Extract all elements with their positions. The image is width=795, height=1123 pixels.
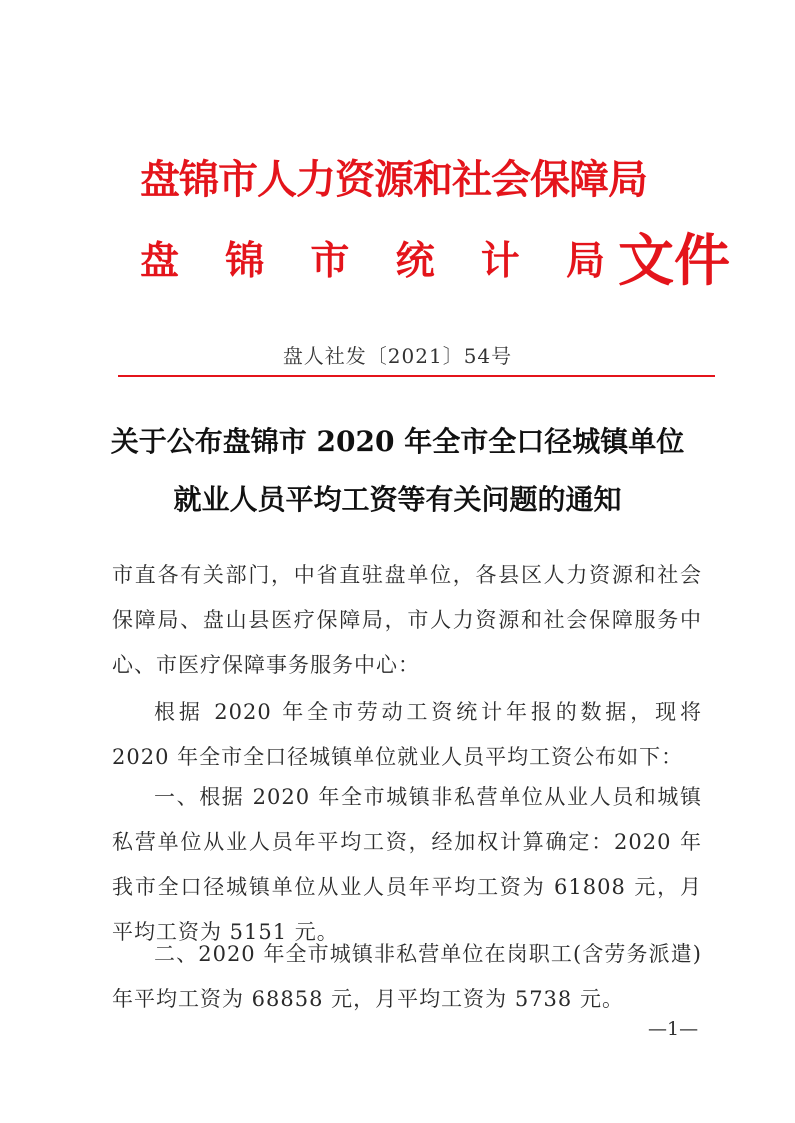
title-line-2: 就业人员平均工资等有关问题的通知 (173, 483, 622, 516)
paragraph-2 (112, 775, 702, 955)
issuer-char: 市 (310, 239, 350, 284)
page-number: —1— (648, 1018, 699, 1040)
document-number: 盘人社发〔2021〕54号 (282, 344, 513, 368)
issuer-char: 局 (565, 239, 605, 284)
red-divider (118, 375, 715, 377)
paragraph-3-text: 二、2020 年全市城镇非私营单位在岗职工(含劳务派遣)年平均工资为 68858 元，月平均工资为 5738 元。 (112, 942, 702, 1011)
paragraph-1 (112, 690, 702, 780)
issuer-line-1: 盘锦市人力资源和社会保障局 (140, 157, 647, 203)
title-line-1: 关于公布盘锦市 2020 年全市全口径城镇单位 (110, 425, 685, 458)
issuer-char: 计 (480, 239, 520, 284)
paragraph-3 (112, 932, 702, 1022)
issuer-line-2 (140, 230, 740, 294)
issuer-char: 锦 (225, 239, 265, 284)
addressee-text: 市直各有关部门，中省直驻盘单位，各县区人力资源和社会保障局、盘山县医疗保障局，市人力资源和社会保障服务中心、市医疗保障事务服务中心： (112, 563, 702, 677)
document-suffix: 文件 (618, 229, 730, 294)
paragraph-2-text: 一、根据 2020 年全市城镇非私营单位从业人员和城镇私营单位从业人员年平均工资，经加权计算确定：2020 年我市全口径城镇单位从业人员年平均工资为 61808 元，月平均工资为 5151 元。 (112, 785, 702, 944)
issuer-char: 盘 (140, 239, 180, 284)
issuer-char: 统 (395, 239, 435, 284)
paragraph-1-text: 根据 2020 年全市劳动工资统计年报的数据，现将 2020 年全市全口径城镇单位就业人员平均工资公布如下： (112, 700, 702, 769)
addressee (112, 553, 702, 688)
issuer-line-2-chars (140, 236, 605, 288)
